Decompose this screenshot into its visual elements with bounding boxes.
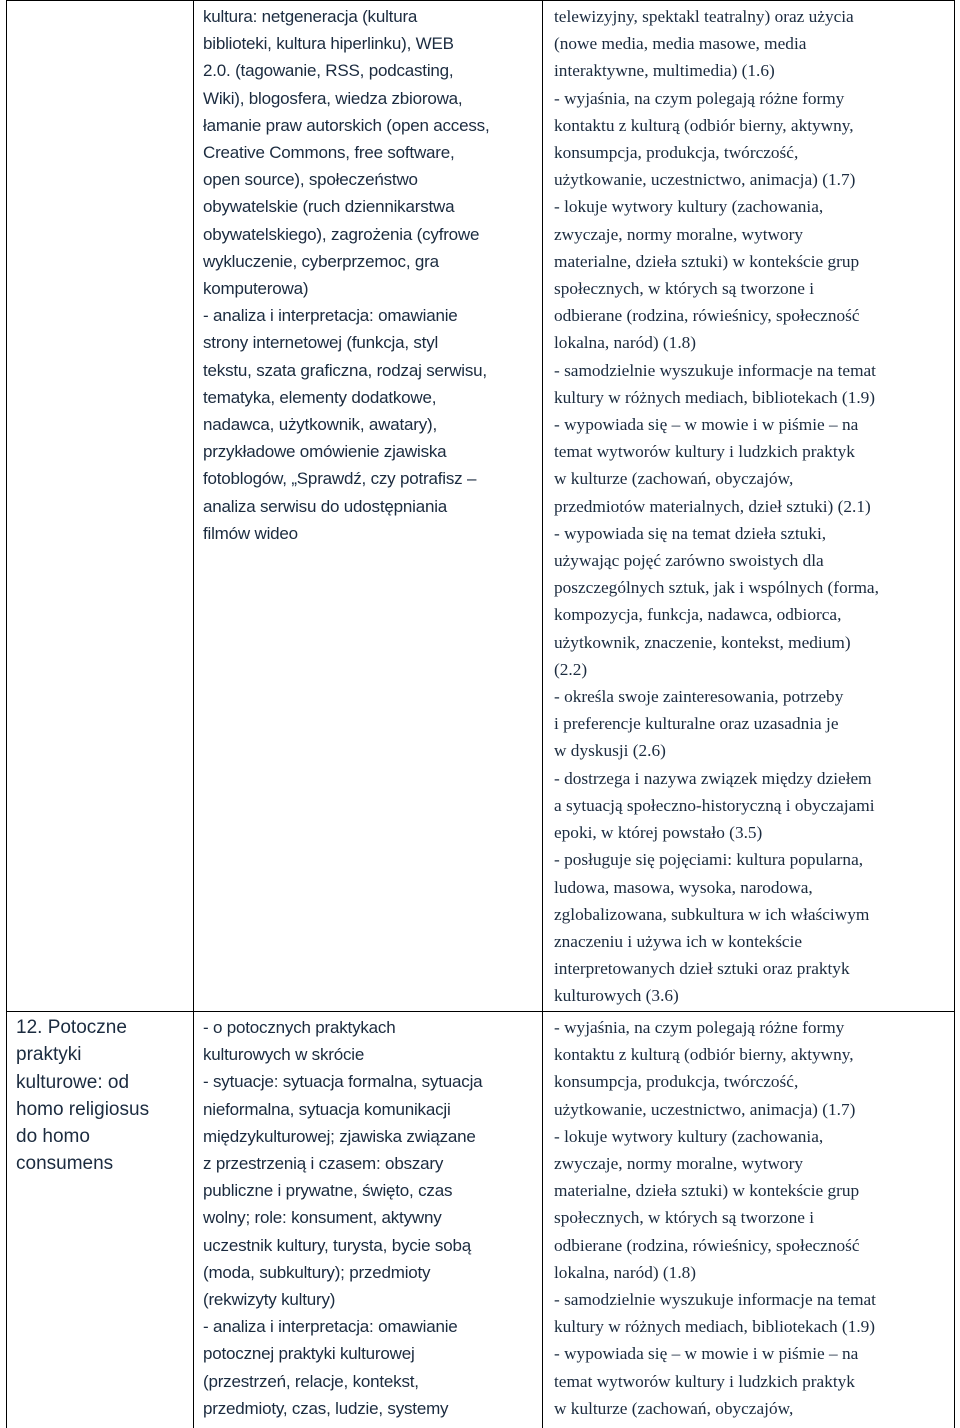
content-line: przedmioty, czas, ludzie, systemy — [203, 1398, 449, 1418]
outcome-line: konsumpcja, produkcja, twórczość, — [554, 143, 799, 163]
outcome-line: lokalna, naród) (1.8) — [554, 333, 697, 353]
outcome-line: kontaktu z kulturą (odbiór bierny, aktywny, — [554, 1045, 854, 1065]
outcome-line: zglobalizowana, subkultura w ich właściwym — [554, 904, 870, 924]
curriculum-table — [6, 0, 955, 1428]
outcome-line: - wypowiada się – w mowie i w piśmie – na — [554, 415, 859, 435]
outcome-line: poszczególnych sztuk, jak i wspólnych (forma, — [554, 578, 879, 598]
content-line: - sytuacje: sytuacja formalna, sytuacja — [203, 1072, 483, 1092]
content-line: Wiki), blogosfera, wiedza zbiorowa, — [203, 88, 463, 108]
outcome-line: używając pojęć zarówno swoistych dla — [554, 551, 824, 571]
outcomes-cell — [543, 1012, 955, 1428]
outcome-line: - posługuje się pojęciami: kultura popularna, — [554, 850, 864, 870]
outcome-line: - określa swoje zainteresowania, potrzeby — [554, 687, 844, 707]
outcome-line: materialne, dzieła sztuki) w kontekście grup — [554, 1181, 860, 1201]
outcome-line: materialne, dzieła sztuki) w kontekście grup — [554, 251, 860, 271]
outcome-line: i preferencje kulturalne oraz uzasadnia je — [554, 714, 839, 734]
outcome-line: a sytuacją społeczno-historyczną i obyczajami — [554, 795, 875, 815]
content-line: obywatelskie (ruch dziennikarstwa — [203, 197, 455, 217]
outcome-line: - lokuje wytwory kultury (zachowania, — [554, 1126, 824, 1146]
outcome-line: kompozycja, funkcja, nadawca, odbiorca, — [554, 605, 842, 625]
outcome-line: - wypowiada się na temat dzieła sztuki, — [554, 523, 827, 543]
content-line: uczestnik kultury, turysta, bycie sobą — [203, 1235, 471, 1255]
content-line: komputerowa) — [203, 279, 309, 299]
topic-line: kulturowe: od — [16, 1071, 130, 1093]
outcome-line: - wypowiada się – w mowie i w piśmie – na — [554, 1344, 859, 1364]
outcome-line: użytkowanie, uczestnictwo, animacja) (1.7) — [554, 1099, 856, 1119]
outcomes-cell — [543, 1, 955, 1012]
outcome-line: - samodzielnie wyszukuje informacje na temat — [554, 360, 876, 380]
outcome-line: kontaktu z kulturą (odbiór bierny, aktywny, — [554, 115, 854, 135]
outcome-line: odbierane (rodzina, rówieśnicy, społeczność — [554, 1235, 860, 1255]
content-line: łamanie praw autorskich (open access, — [203, 115, 490, 135]
content-line: Creative Commons, free software, — [203, 143, 455, 163]
content-line: - analiza i interpretacja: omawianie — [203, 1317, 458, 1337]
outcome-line: kulturowych (3.6) — [554, 986, 679, 1006]
content-line: wolny; role: konsument, aktywny — [203, 1208, 442, 1228]
outcome-line: - dostrzega i nazywa związek między dziełem — [554, 768, 872, 788]
content-line: - analiza i interpretacja: omawianie — [203, 306, 458, 326]
outcome-line: temat wytworów kultury i ludzkich praktyk — [554, 442, 855, 462]
content-cell — [194, 1012, 543, 1428]
outcome-line: kultury w różnych mediach, bibliotekach (1.9) — [554, 387, 876, 407]
content-line: kulturowych w skrócie — [203, 1045, 365, 1065]
outcome-line: zwyczaje, normy moralne, wytwory — [554, 1154, 804, 1174]
topic-cell — [7, 1, 194, 1012]
topic-line: praktyki — [16, 1044, 82, 1066]
table-row — [7, 1, 955, 1012]
content-cell — [194, 1, 543, 1012]
outcome-line: użytkowanie, uczestnictwo, animacja) (1.7) — [554, 170, 856, 190]
outcome-line: zwyczaje, normy moralne, wytwory — [554, 224, 804, 244]
table-row — [7, 1012, 955, 1428]
content-line: open source), społeczeństwo — [203, 170, 418, 190]
outcome-line: interaktywne, multimedia) (1.6) — [554, 61, 775, 81]
content-line: - o potocznych praktykach — [203, 1018, 396, 1037]
outcome-line: - lokuje wytwory kultury (zachowania, — [554, 197, 824, 217]
topic-cell — [7, 1012, 194, 1428]
outcome-line: konsumpcja, produkcja, twórczość, — [554, 1072, 799, 1092]
outcome-line: kultury w różnych mediach, bibliotekach (1.9) — [554, 1317, 876, 1337]
content-line: fotoblogów, „Sprawdź, czy potrafisz – — [203, 469, 477, 489]
outcome-line: ludowa, masowa, wysoka, narodowa, — [554, 877, 813, 897]
outcome-line: epoki, w której powstało (3.5) — [554, 823, 763, 843]
content-line: filmów wideo — [203, 523, 298, 543]
outcome-line: - samodzielnie wyszukuje informacje na temat — [554, 1290, 876, 1310]
content-line: (moda, subkultury); przedmioty — [203, 1262, 431, 1282]
content-line: przykładowe omówienie zjawiska — [203, 442, 447, 462]
content-line: potocznej praktyki kulturowej — [203, 1344, 415, 1364]
outcome-line: społecznych, w których są tworzone i — [554, 279, 815, 299]
topic-line: homo religiosus — [16, 1098, 150, 1120]
outcome-line: lokalna, naród) (1.8) — [554, 1262, 697, 1282]
content-line: tematyka, elementy dodatkowe, — [203, 387, 437, 407]
outcome-line: temat wytworów kultury i ludzkich praktyk — [554, 1371, 855, 1391]
content-line: obywatelskiego), zagrożenia (cyfrowe — [203, 224, 480, 244]
outcome-line: telewizyjny, spektakl teatralny) oraz użycia — [554, 7, 854, 26]
content-line: strony internetowej (funkcja, styl — [203, 333, 439, 353]
outcome-line: (nowe media, media masowe, media — [554, 34, 807, 54]
outcome-line: znaczeniu i używa ich w kontekście — [554, 931, 803, 951]
content-line: wykluczenie, cyberprzemoc, gra — [203, 251, 439, 271]
content-line: (rekwizyty kultury) — [203, 1290, 336, 1310]
outcome-line: przedmiotów materialnych, dzieł sztuki) (2.1) — [554, 496, 871, 516]
content-line: publiczne i prywatne, święto, czas — [203, 1181, 453, 1201]
content-line: tekstu, szata graficzna, rodzaj serwisu, — [203, 360, 487, 380]
content-line: nieformalna, sytuacja komunikacji — [203, 1099, 451, 1119]
outcome-line: w dyskusji (2.6) — [554, 741, 666, 761]
content-line: międzykulturowej; zjawiska związane — [203, 1126, 476, 1146]
outcome-line: społecznych, w których są tworzone i — [554, 1208, 815, 1228]
outcome-line: w kulturze (zachowań, obyczajów, — [554, 1398, 794, 1418]
topic-line: 12. Potoczne — [16, 1017, 127, 1038]
content-line: biblioteki, kultura hiperlinku), WEB — [203, 34, 454, 54]
outcome-line: interpretowanych dzieł sztuki oraz praktyk — [554, 959, 850, 979]
content-line: analiza serwisu do udostępniania — [203, 496, 448, 516]
outcome-line: użytkownik, znaczenie, kontekst, medium) — [554, 632, 851, 652]
content-line: nadawca, użytkownik, awatary), — [203, 415, 437, 435]
topic-line: do homo — [16, 1126, 90, 1148]
content-line: 2.0. (tagowanie, RSS, podcasting, — [203, 61, 454, 81]
content-line: (przestrzeń, relacje, kontekst, — [203, 1371, 419, 1391]
content-line: z przestrzenią i czasem: obszary — [203, 1154, 444, 1174]
outcome-line: - wyjaśnia, na czym polegają różne formy — [554, 88, 845, 108]
topic-line: consumens — [16, 1153, 114, 1175]
content-line: kultura: netgeneracja (kultura — [203, 7, 418, 26]
outcome-line: odbierane (rodzina, rówieśnicy, społeczność — [554, 306, 860, 326]
outcome-line: (2.2) — [554, 659, 588, 679]
outcome-line: - wyjaśnia, na czym polegają różne formy — [554, 1018, 845, 1037]
outcome-line: w kulturze (zachowań, obyczajów, — [554, 469, 794, 489]
